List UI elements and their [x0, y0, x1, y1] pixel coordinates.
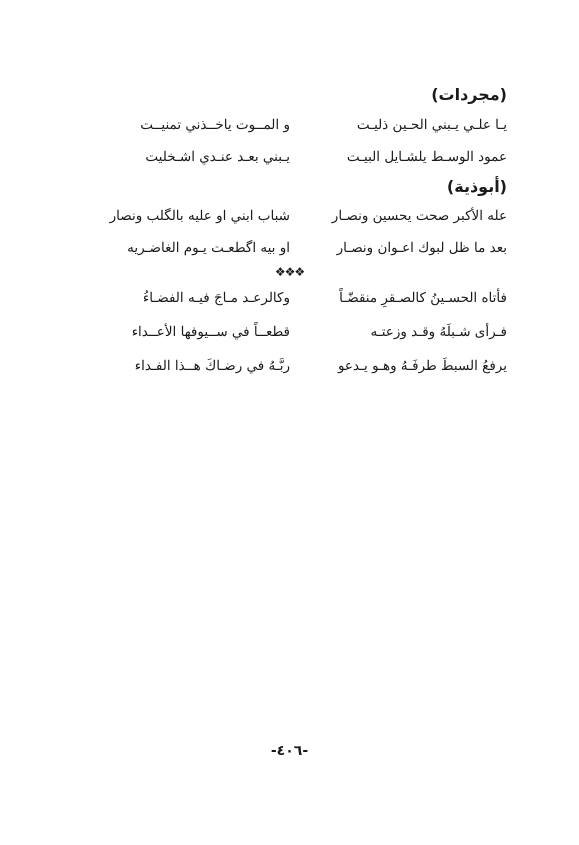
- verse-second-hemistich: قطعــاً في ســيوفها الأعــداء: [131, 324, 290, 340]
- section-heading-abudhiyya: (أبوذية): [446, 177, 507, 196]
- section-heading-mujarradat: (مجردات): [431, 85, 507, 104]
- verse-line: [70, 205, 507, 227]
- verse-first-hemistich: فـرأى شـبلَهُ وقـد وزعتـه: [370, 324, 507, 340]
- verse-first-hemistich: بعد ما ظل لبوك اعـوان ونصـار: [336, 240, 507, 256]
- verse-line: [70, 237, 507, 259]
- verse-line: [70, 146, 507, 168]
- verse-second-hemistich: شباب ابني او عليه بالگلب ونصار: [109, 208, 290, 224]
- verse-second-hemistich: ربَّـهُ في رضـاكَ هــذا الفـداء: [134, 358, 290, 374]
- verse-first-hemistich: عمود الوسـط يلشـايل البيـت: [346, 149, 507, 165]
- verse-line: [70, 287, 507, 309]
- verse-first-hemistich: عله الأكبر صحت يحسين ونصـار: [331, 208, 507, 224]
- verse-first-hemistich: يرفعُ السبطَ طرفَـهُ وهـو يـدعو: [337, 358, 507, 374]
- verse-second-hemistich: او بيه اگطعـت يـوم الغاضـريه: [127, 240, 290, 256]
- verse-second-hemistich: وكالرعـد مـاجَ فيـه الفضـاءُ: [142, 290, 290, 306]
- verse-first-hemistich: فأتاه الحسـينُ كالصـقرِ منقضّـاً: [339, 290, 507, 306]
- verse-first-hemistich: يـا علـي يـبني الحـين ذليـت: [356, 117, 507, 133]
- page-number: -٤٠٦-: [270, 743, 309, 759]
- verse-line: [70, 321, 507, 343]
- verse-second-hemistich: يـبني بعـد عنـدي اشـخليت: [145, 149, 290, 165]
- verse-line: [70, 355, 507, 377]
- verse-line: [70, 114, 507, 136]
- ornament-divider-icon: ❖❖❖: [274, 265, 305, 279]
- verse-second-hemistich: و المــوت ياخــذني تمنيــت: [140, 117, 290, 133]
